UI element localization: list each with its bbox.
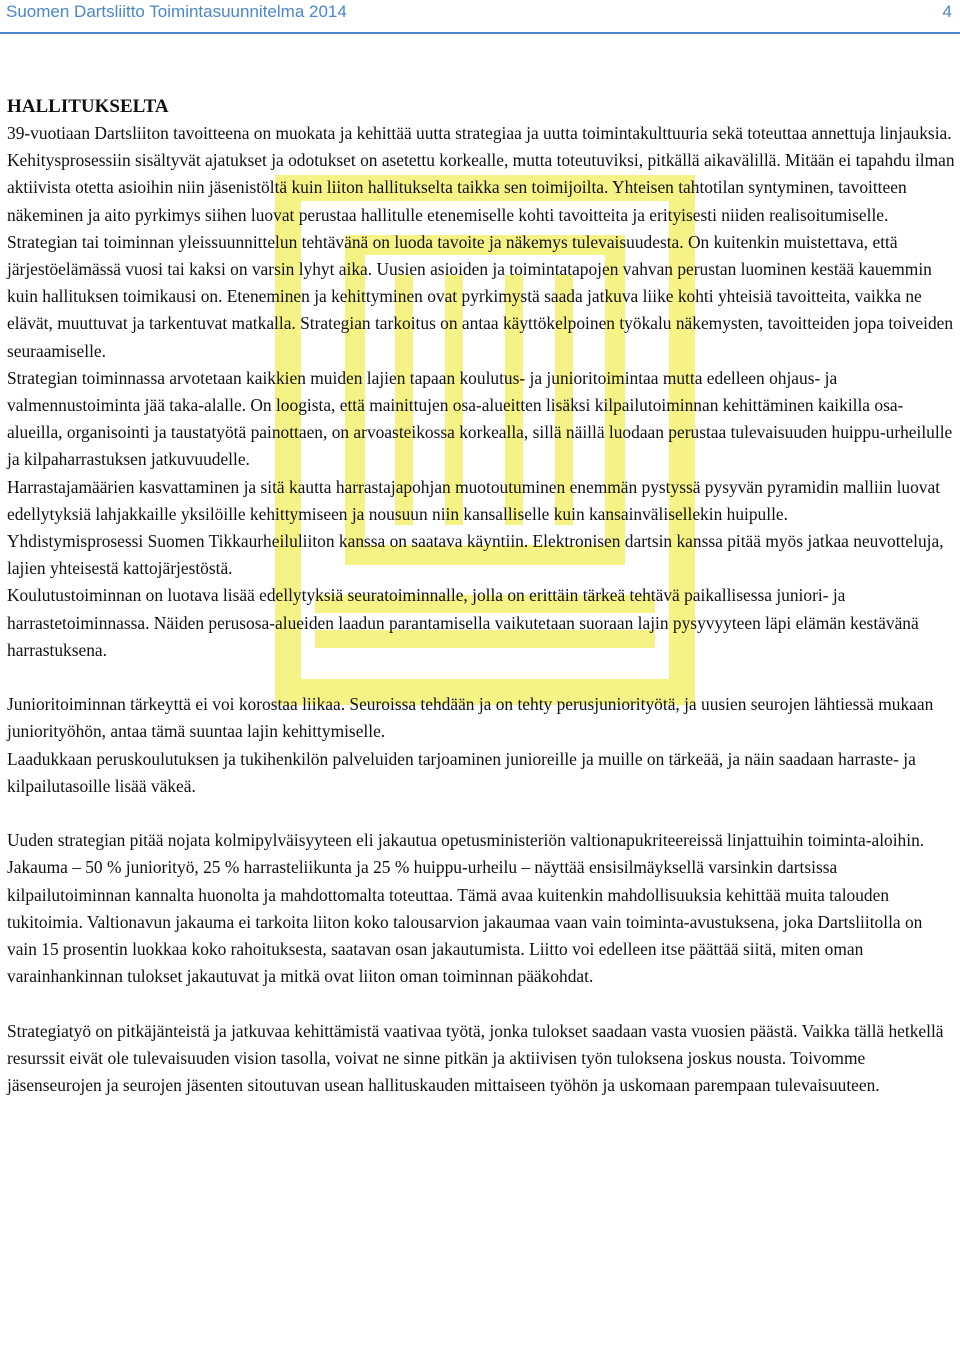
paragraph-spacer <box>7 990 955 1017</box>
paragraph: Uuden strategian pitää nojata kolmipylväisyyteen eli jakautua opetusministeriön valtionapukriteereissä linjattuihin toiminta-aloihin. <box>7 830 925 851</box>
page-header <box>0 0 960 30</box>
paragraph-spacer <box>7 800 955 827</box>
paragraph: Harrastajamäärien kasvattaminen ja sitä kautta harrastajapohjan muotoutuminen enemmän pystyssä pysyvän pyramidin malliin luovat edellytyksiä lahjakkaille yksilöille kehittymiseen ja nousuun niin kansalliselle kuin kansainvälisellekin huipulle. <box>7 476 941 524</box>
paragraph: Strategiatyö on pitkäjänteistä ja jatkuvaa kehittämistä vaativaa työtä, jonka tulokset saadaan vasta vuosien päästä. Vaikka tällä hetkellä resurssit eivät ole tulevaisuuden vision tasolla, voivat ne sinne pitkän ja aktiivisen työn tuloksena joskus nousta. Toivomme jäsenseurojen ja seurojen jäsenten sitoutuvan usean hallituskauden mittaiseen työhön ja uskomaan parempaan tulevaisuuteen. <box>7 1020 944 1096</box>
section-heading: HALLITUKSELTA <box>7 96 169 117</box>
paragraph: Laadukkaan peruskoulutuksen ja tukihenkilön palveluiden tarjoaminen junioreille ja muille on tärkeää, ja näin saadaan harraste- ja kilpailutasoille lisää väkeä. <box>7 748 916 796</box>
paragraph: Strategian tai toiminnan yleissuunnittelun tehtävänä on luoda tavoite ja näkemys tulevaisuudesta. On kuitenkin muistettava, että järjestöelämässä vuosi tai kaksi on varsin lyhyt aika. Uusien asioiden ja toimintatapojen vahvan perustan luominen kestää kauemmin kuin hallituksen toimikausi on. Eteneminen ja kehittyminen ovat pyrkimystä saada jatkuva liike kohti yhteisiä tavoitteita, vaikka ne elävät, muuttuvat ja tarkentuvat matkalla. Strategian tarkoitus on antaa käyttökelpoinen työkalu näkemysten, tavoitteiden jopa toiveiden seuraamiselle. <box>7 231 954 361</box>
document-title: Suomen Dartsliitto Toimintasuunnitelma 2014 <box>6 2 347 21</box>
paragraph: Koulutustoiminnan on luotava lisää edellytyksiä seuratoiminnalle, jolla on erittäin tärkeä tehtävä paikallisessa juniori- ja harrastetoiminnassa. Näiden perusosa-alueiden laadun parantamisella vaikutetaan suoraan lajin pysyvyyteen läpi elämän kestävänä harrastuksena. <box>7 585 919 660</box>
paragraph: Strategian toiminnassa arvotetaan kaikkien muiden lajien tapaan koulutus- ja junioritoimintaa mutta edelleen ohjaus- ja valmennustoiminta jää taka-alalle. On loogista, että mainittujen osa-alueitten lisäksi kilpailutoiminnan kehittäminen kaikilla osa-alueilla, organisointi ja taustatyötä painottaen, on arvoasteikossa korkealla, sillä näillä luodaan perustaa tulevaisuuden huippu-urheilulle ja kilpaharrastuksen jatkuvuudelle. <box>7 367 953 470</box>
paragraph: Jakauma – 50 % juniorityö, 25 % harrasteliikunta ja 25 % huippu-urheilu – näyttää ensisilmäyksellä varsinkin dartsissa kilpailutoiminnan kannalta huonolta ja mahdottomalta toteuttaa. Tämä avaa kuitenkin mahdollisuuksia kehittää muita talouden tukitoimia. Valtionavun jakauma ei tarkoita liiton koko talousarvion jakaumaa vaan vain toiminta-avustuksena, joka Dartsliitolla on vain 15 prosentin luokkaa koko rahoituksesta, saatavan osan jakautumista. Liitto voi edelleen itse päättää siitä, miten oman varainhankinnan tulokset jakautuvat ja mitkä ovat liiton oman toiminnan pääkohdat. <box>7 857 923 987</box>
paragraph: Yhdistymisprosessi Suomen Tikkaurheiluliiton kanssa on saatava käyntiin. Elektronisen dartsin kanssa pitää myös jatkaa neuvotteluja, lajien yhteisestä kattojärjestöstä. <box>7 531 944 579</box>
header-divider <box>0 32 960 34</box>
paragraph: 39-vuotiaan Dartsliiton tavoitteena on muokata ja kehittää uutta strategiaa ja uutta toimintakulttuuria sekä toteuttaa annettuja linjauksia. Kehitysprosessiin sisältyvät ajatukset ja odotukset on asetettu korkealle, mutta toteutuviksi, pitkällä aikavälillä. Mitään ei tapahdu ilman aktiivista otetta asioihin niin jäsenistöltä kuin liiton hallitukselta taikka sen toimijoilta. Yhteisen tahtotilan syntyminen, tavoitteen näkeminen ja aito pyrkimys siihen luovat perustaa hallitulle etenemiselle kohti tavoitteita ja erityisesti niiden realisoitumiselle. <box>7 123 955 225</box>
page-number: 4 <box>942 2 952 21</box>
document-body <box>7 93 955 1099</box>
paragraph: Junioritoiminnan tärkeyttä ei voi korostaa liikaa. Seuroissa tehdään ja on tehty perusjuniorityötä, ja uusien seurojen lähtiessä mukaan juniorityöhön, antaa tämä suuntaa lajin kehittymiselle. <box>7 694 934 742</box>
paragraph-spacer <box>7 664 955 691</box>
